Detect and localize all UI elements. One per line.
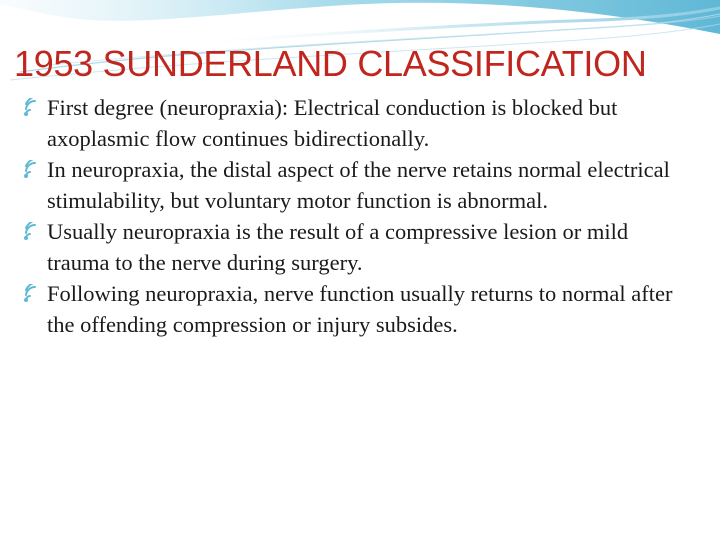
- bullet-text: In neuropraxia, the distal aspect of the nerve retains normal electrical stimulability, but voluntary motor function is abnormal.: [47, 157, 670, 213]
- bullet-item: [22, 216, 667, 278]
- bullet-text: Following neuropraxia, nerve function usually returns to normal after the offending compression or injury subsides.: [47, 281, 673, 337]
- bullet-list: [22, 92, 702, 340]
- bullet-item: [22, 92, 697, 154]
- wifi-signal-icon: [22, 160, 48, 180]
- slide-title: 1953 SUNDERLAND CLASSIFICATION: [14, 43, 647, 84]
- bullet-item: [22, 154, 677, 216]
- bullet-item: [22, 278, 687, 340]
- wifi-signal-icon: [22, 284, 48, 304]
- wifi-signal-icon: [22, 98, 48, 118]
- bullet-text: Usually neuropraxia is the result of a compressive lesion or mild trauma to the nerve during surgery.: [47, 219, 629, 275]
- bullet-text: First degree (neuropraxia): Electrical conduction is blocked but axoplasmic flow continues bidirectionally.: [47, 95, 618, 151]
- wifi-signal-icon: [22, 222, 48, 242]
